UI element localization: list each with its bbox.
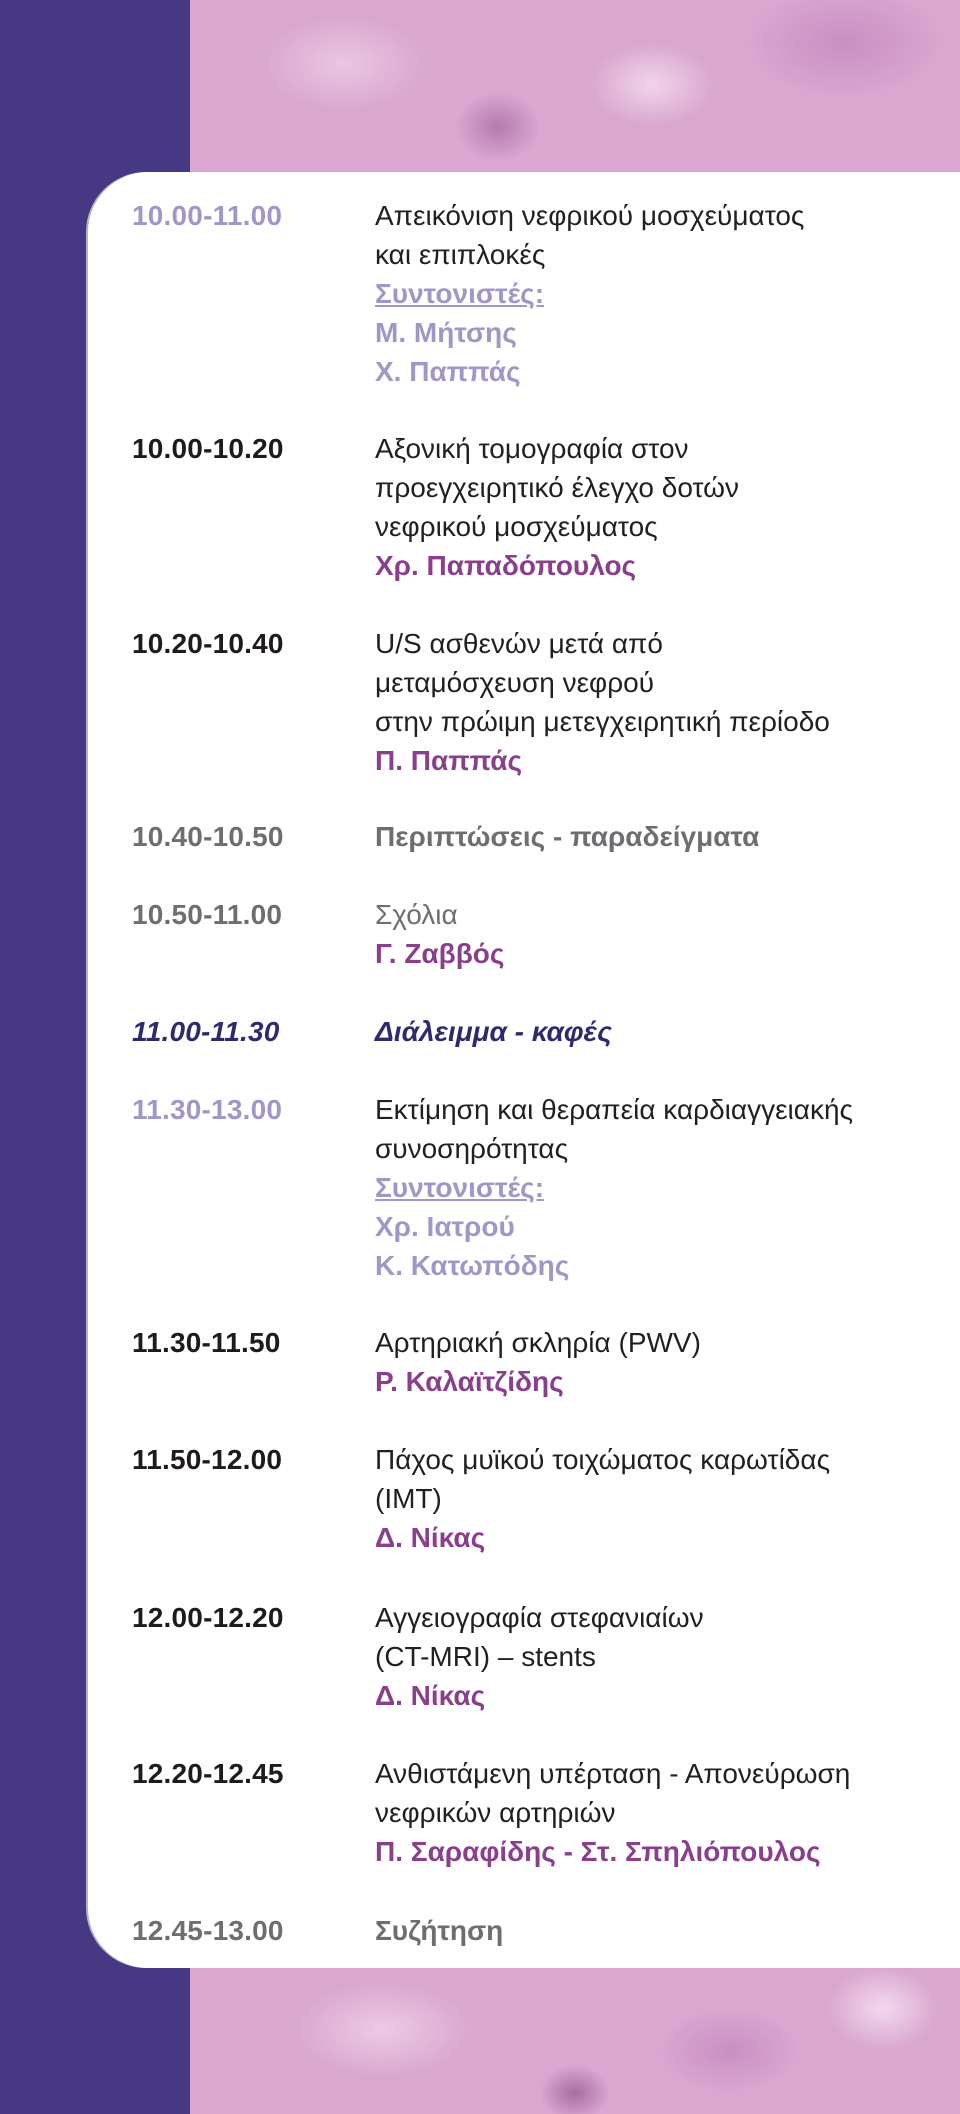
entry-content	[375, 895, 955, 973]
speaker-name: Δ. Νίκας	[375, 1680, 486, 1711]
entry-title: Ανθιστάμενη υπέρταση - Απονεύρωση	[375, 1758, 851, 1789]
entry-title: Αρτηριακή σκληρία (PWV)	[375, 1327, 701, 1358]
entry-time: 11.30-13.00	[132, 1094, 283, 1125]
entry-title: συνοσηρότητας	[375, 1133, 569, 1164]
entry-time: 10.40-10.50	[132, 821, 284, 852]
entry-title: νεφρικών αρτηριών	[375, 1797, 616, 1828]
entry-title: (IMT)	[375, 1483, 442, 1514]
entry-title: στην πρώιμη μετεγχειρητική περίοδο	[375, 706, 830, 737]
entry-time: 10.00-10.20	[132, 433, 284, 464]
entry-content	[375, 1090, 955, 1285]
entry-title: U/S ασθενών μετά από	[375, 628, 663, 659]
entry-content	[375, 196, 955, 391]
speaker-name: Π. Σαραφίδης - Στ. Σπηλιόπουλος	[375, 1836, 821, 1867]
coordinator-name: Μ. Μήτσης	[375, 317, 517, 348]
entry-title: Πάχος μυϊκού τοιχώματος καρωτίδας	[375, 1444, 831, 1475]
entry-title: Διάλειμμα - καφές	[375, 1016, 612, 1047]
speaker-name: Γ. Ζαββός	[375, 938, 505, 969]
entry-content	[375, 1012, 955, 1051]
coordinators-label: Συντονιστές:	[375, 1172, 545, 1203]
entry-time: 12.45-13.00	[132, 1915, 284, 1946]
entry-time: 10.50-11.00	[132, 899, 283, 930]
entry-content	[375, 1323, 955, 1401]
coordinator-name: Κ. Κατωπόδης	[375, 1250, 570, 1281]
program-card	[88, 172, 960, 1968]
entry-title: Απεικόνιση νεφρικού μοσχεύματος	[375, 200, 805, 231]
entry-title: μεταμόσχευση νεφρού	[375, 667, 655, 698]
entry-content	[375, 1754, 955, 1871]
entry-content	[375, 429, 955, 585]
entry-title: Εκτίμηση και θεραπεία καρδιαγγειακής	[375, 1094, 854, 1125]
speaker-name: Δ. Νίκας	[375, 1522, 486, 1553]
coordinator-name: Χρ. Ιατρού	[375, 1211, 515, 1242]
entry-title: Αγγειογραφία στεφανιαίων	[375, 1602, 704, 1633]
speaker-name: Χρ. Παπαδόπουλος	[375, 550, 637, 581]
entry-content	[375, 1598, 955, 1715]
entry-content	[375, 1440, 955, 1557]
entry-content	[375, 817, 955, 856]
entry-title: Συζήτηση	[375, 1915, 504, 1946]
entry-title: Αξονική τομογραφία στον	[375, 433, 689, 464]
entry-time: 11.30-11.50	[132, 1327, 281, 1358]
entry-time: 10.00-11.00	[132, 200, 283, 231]
entry-title: Σχόλια	[375, 899, 458, 930]
entry-title: και επιπλοκές	[375, 239, 546, 270]
entry-title: (CT-MRI) – stents	[375, 1641, 596, 1672]
entry-title: προεγχειρητικό έλεγχο δοτών	[375, 472, 740, 503]
entry-content	[375, 624, 955, 780]
coordinators-label: Συντονιστές:	[375, 278, 545, 309]
entry-content	[375, 1911, 955, 1950]
coordinator-name: Χ. Παππάς	[375, 356, 521, 387]
speaker-name: Π. Παππάς	[375, 745, 523, 776]
entry-title: Περιπτώσεις - παραδείγματα	[375, 821, 760, 852]
entry-time: 10.20-10.40	[132, 628, 284, 659]
entry-time: 12.20-12.45	[132, 1758, 284, 1789]
speaker-name: Ρ. Καλαϊτζίδης	[375, 1366, 564, 1397]
entry-title: νεφρικού μοσχεύματος	[375, 511, 658, 542]
entry-time: 11.50-12.00	[132, 1444, 283, 1475]
entry-time: 11.00-11.30	[132, 1016, 280, 1047]
entry-time: 12.00-12.20	[132, 1602, 284, 1633]
